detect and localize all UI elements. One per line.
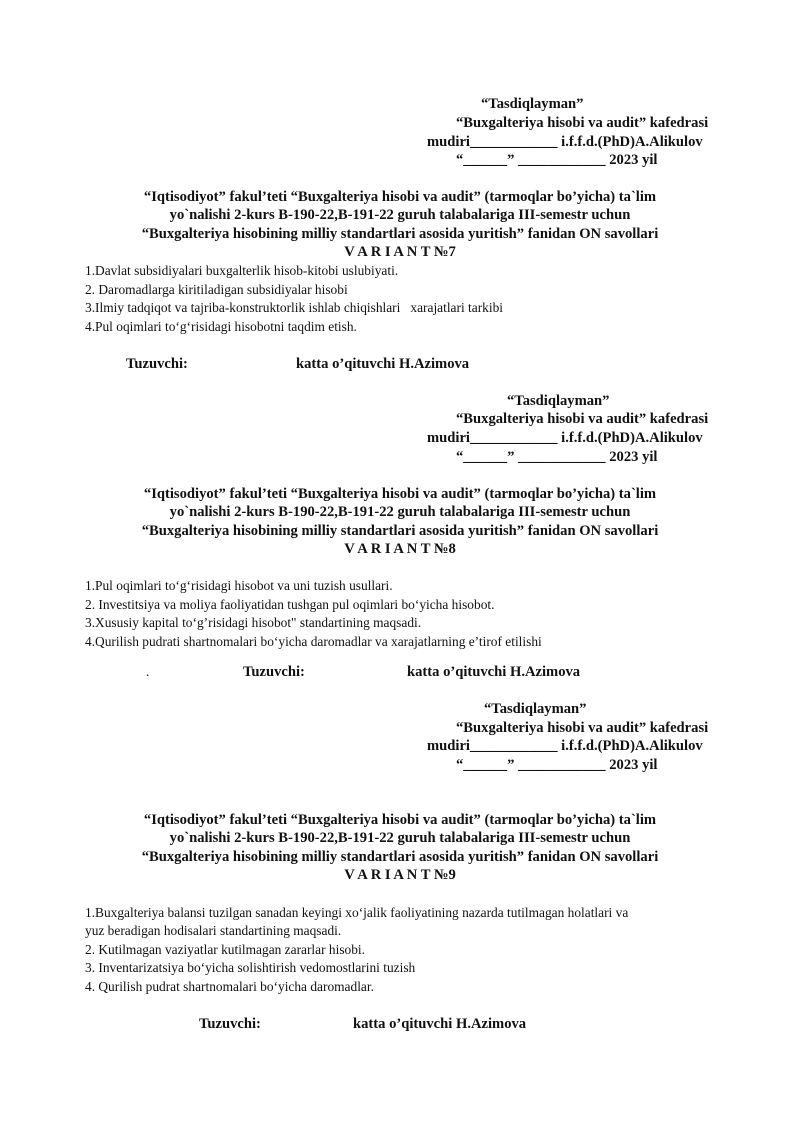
approval-department: “Buxgalteriya hisobi va audit” kafedrasi [456, 115, 709, 131]
heading-line-1: “Iqtisodiyot” fakul’teti “Buxgalteriya hisobi va audit” (tarmoqlar bo’yicha) ta`lim [143, 486, 657, 502]
approval-date: “______” ____________ 2023 yil [456, 757, 658, 773]
approval-date: “______” ____________ 2023 yil [456, 152, 658, 168]
heading-line-3: “Buxgalteriya hisobining milliy standartlari asosida yuritish” fanidan ON savollari [141, 523, 659, 539]
question-item: 2. Kutilmagan vaziyatlar kutilmagan zararlar hisobi. [85, 942, 365, 957]
heading-line-3: “Buxgalteriya hisobining milliy standartlari asosida yuritish” fanidan ON savollari [141, 849, 659, 865]
question-item: yuz beradigan hodisalari standartining maqsadi. [85, 923, 342, 938]
question-item: 1.Davlat subsidiyalari buxgalterlik hisob-kitobi uslubiyati. [85, 263, 399, 278]
heading-line-2: yo`nalishi 2-kurs B-190-22,B-191-22 guruh talabalariga III-semestr uchun [169, 830, 631, 846]
question-item: 4. Qurilish pudrat shartnomalari bo‘yicha daromadlar. [85, 979, 374, 994]
question-item: 1.Buxgalteriya balansi tuzilgan sanadan keyingi xo‘jalik faoliyatining nazarda tutilmagan holatlari va [85, 905, 629, 920]
approval-head: mudiri____________ i.f.f.d.(PhD)A.Alikulov [427, 738, 703, 754]
question-item: 3.Xususiy kapital to‘g’risidagi hisobot" standartining maqsadi. [85, 615, 422, 630]
question-item: 4.Pul oqimlari to‘g‘risidagi hisobotni taqdim etish. [85, 319, 357, 334]
author-name: katta o’qituvchi H.Azimova [407, 664, 581, 680]
heading-line-1: “Iqtisodiyot” fakul’teti “Buxgalteriya hisobi va audit” (tarmoqlar bo’yicha) ta`lim [143, 189, 657, 205]
approval-head: mudiri____________ i.f.f.d.(PhD)A.Alikulov [427, 134, 703, 150]
question-item: 3.Ilmiy tadqiqot va tajriba-konstruktorlik ishlab chiqishlari xarajatlari tarkibi [85, 300, 503, 315]
question-item: 2. Daromadlarga kiritiladigan subsidiyalar hisobi [85, 282, 348, 297]
variant-title: V A R I A N T №9 [344, 867, 456, 883]
approval-title: “Tasdiqlayman” [507, 393, 610, 409]
heading-line-3: “Buxgalteriya hisobining milliy standartlari asosida yuritish” fanidan ON savollari [141, 226, 659, 242]
author-name: katta o’qituvchi H.Azimova [353, 1016, 527, 1032]
question-item: 3. Inventarizatsiya bo‘yicha solishtirish vedomostlarini tuzish [85, 960, 416, 975]
heading-line-2: yo`nalishi 2-kurs B-190-22,B-191-22 guruh talabalariga III-semestr uchun [169, 504, 631, 520]
variant-title: V A R I A N T №7 [344, 244, 456, 260]
author-label: Tuzuvchi: [199, 1016, 261, 1032]
approval-head: mudiri____________ i.f.f.d.(PhD)A.Alikulov [427, 430, 703, 446]
author-name: katta o’qituvchi H.Azimova [296, 356, 470, 372]
approval-date: “______” ____________ 2023 yil [456, 449, 658, 465]
author-label: Tuzuvchi: [243, 664, 305, 680]
variant-title: V A R I A N T №8 [344, 541, 456, 557]
author-prefix: . [146, 664, 150, 679]
heading-line-2: yo`nalishi 2-kurs B-190-22,B-191-22 guruh talabalariga III-semestr uchun [169, 207, 631, 223]
approval-department: “Buxgalteriya hisobi va audit” kafedrasi [456, 411, 709, 427]
approval-title: “Tasdiqlayman” [481, 96, 584, 112]
approval-title: “Tasdiqlayman” [484, 701, 587, 717]
question-item: 1.Pul oqimlari to‘g‘risidagi hisobot va uni tuzish usullari. [85, 578, 393, 593]
question-item: 4.Qurilish pudrati shartnomalari bo‘yicha daromadlar va xarajatlarning e’tirof etilishi [85, 634, 542, 649]
heading-line-1: “Iqtisodiyot” fakul’teti “Buxgalteriya hisobi va audit” (tarmoqlar bo’yicha) ta`lim [143, 812, 657, 828]
question-item: 2. Investitsiya va moliya faoliyatidan tushgan pul oqimlari bo‘yicha hisobot. [85, 597, 495, 612]
approval-department: “Buxgalteriya hisobi va audit” kafedrasi [456, 720, 709, 736]
author-label: Tuzuvchi: [126, 356, 188, 372]
